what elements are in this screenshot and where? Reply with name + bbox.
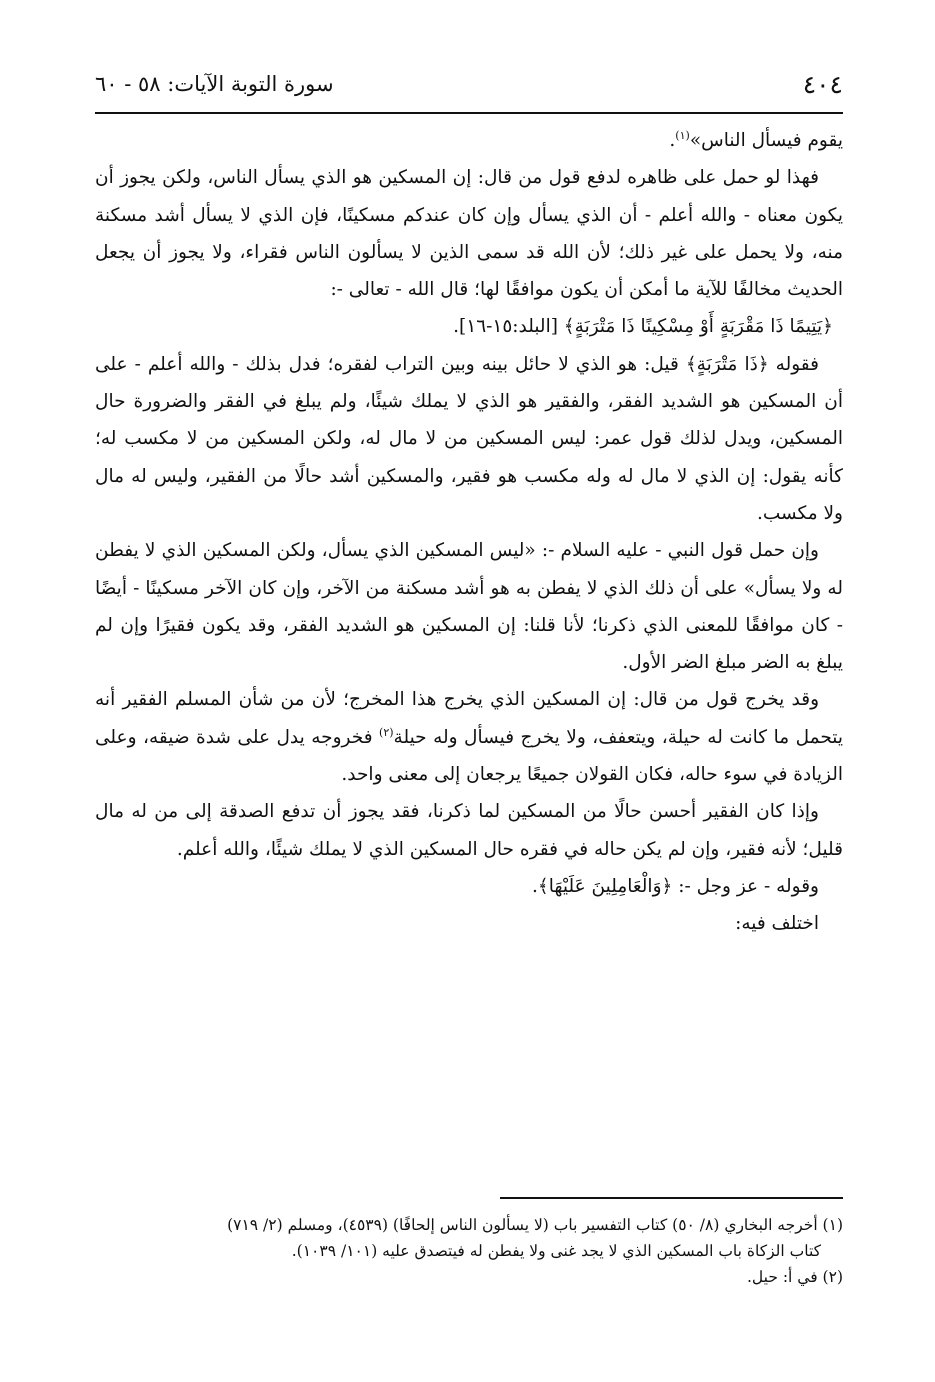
page-number: ٤٠٤ [802,70,843,99]
header-rule [95,112,843,114]
page-header [95,64,843,104]
footnotes [95,1212,843,1290]
paragraph: اختلف فيه: [735,913,819,935]
main-text [95,122,843,943]
footnote-ref: (١) [675,128,690,142]
running-title: سورة التوبة الآيات: ٥٨ - ٦٠ [95,72,334,96]
footnote-separator [500,1197,843,1199]
paragraph: وإن حمل قول النبي - عليه السلام -: «ليس المسكين الذي يسأل، ولكن المسكين الذي لا يفطن له ولا يسأل» على أن ذلك الذي لا يفطن به هو أشد مسكنة من الآخر، وإن كان الآخر مسكينًا - أيضًا - كان موافقًا للمعنى الذي ذكرنا؛ لأنا قلنا: إن المسكين هو الشديد الفقر، وقد يكون فقيرًا وإن لم يبلغ به الضر مبلغ الضر الأول. [95,540,843,674]
paragraph: وإذا كان الفقير أحسن حالًا من المسكين لما ذكرنا، فقد يجوز أن تدفع الصدقة إلى من له مال قليل؛ لأنه فقير، وإن لم يكن حاله في فقره حال المسكين الذي لا يملك شيئًا، والله أعلم. [95,801,843,860]
footnote-2: (٢) في أ: حيل. [746,1268,843,1286]
footnote-1: (١) أخرجه البخاري (٨/ ٥٠) كتاب التفسير باب (لا يسألون الناس إلحافًا) (٤٥٣٩)، ومسلم (٢/ ٧١٩) [227,1216,843,1234]
quran-verse: وقوله - عز وجل -: ﴿وَالْعَامِلِينَ عَلَيْهَا﴾. [532,875,819,897]
footnote-ref: (٢) [379,725,394,739]
paragraph: فقوله ﴿ذَا مَتْرَبَةٍ﴾ قيل: هو الذي لا حائل بينه وبين التراب لفقره؛ فدل بذلك - والله أعلم - على أن المسكين هو الشديد الفقر، والفقير هو الذي لا يملك شيئًا، ولم يبلغ في الفقر والضرورة حال المسكين، ويدل لذلك قول عمر: ليس المسكين من لا مال له، ولكن المسكين من لا مكسب له؛ كأنه يقول: إن الذي لا مال له وله مكسب هو فقير، والمسكين أشد حالًا من الفقير، وليس له مال ولا مكسب. [95,353,843,524]
footnote-1-continuation: كتاب الزكاة باب المسكين الذي لا يجد غنى ولا يفطن له فيتصدق عليه (١٠١/ ١٠٣٩). [291,1242,821,1260]
paragraph: فهذا لو حمل على ظاهره لدفع قول من قال: إن المسكين هو الذي يسأل الناس، ولكن يجوز أن يكون معناه - والله أعلم - أن الذي يسأل وإن كان عندكم مسكينًا، فإن الذي لا يسأل أشد مسكنة منه، ولا يحمل على غير ذلك؛ لأن الله قد سمى الذين لا يسألون الناس فقراء، ولا يجوز أن يجعل الحديث مخالفًا للآية ما أمكن أن يكون موافقًا لها؛ قال الله - تعالى -: [95,167,843,301]
paragraph: يقوم فيسأل الناس»$^{(١)}$. [669,128,843,151]
paragraph: وقد يخرج قول من قال: إن المسكين الذي يخرج هذا المخرج؛ لأن من شأن المسلم الفقير أنه يتحمل ما كانت له حيلة، ويتعفف، ولا يخرج فيسأل وله حيلة$^{(٢)}$ فخروجه يدل على شدة ضيقه، وعلى الزيادة في سوء حاله، فكان القولان جميعًا يرجعان إلى معنى واحد. [95,689,843,786]
quran-verse: ﴿يَتِيمًا ذَا مَقْرَبَةٍ أَوْ مِسْكِينًا ذَا مَتْرَبَةٍ﴾ [البلد:١٥-١٦]. [453,316,833,338]
